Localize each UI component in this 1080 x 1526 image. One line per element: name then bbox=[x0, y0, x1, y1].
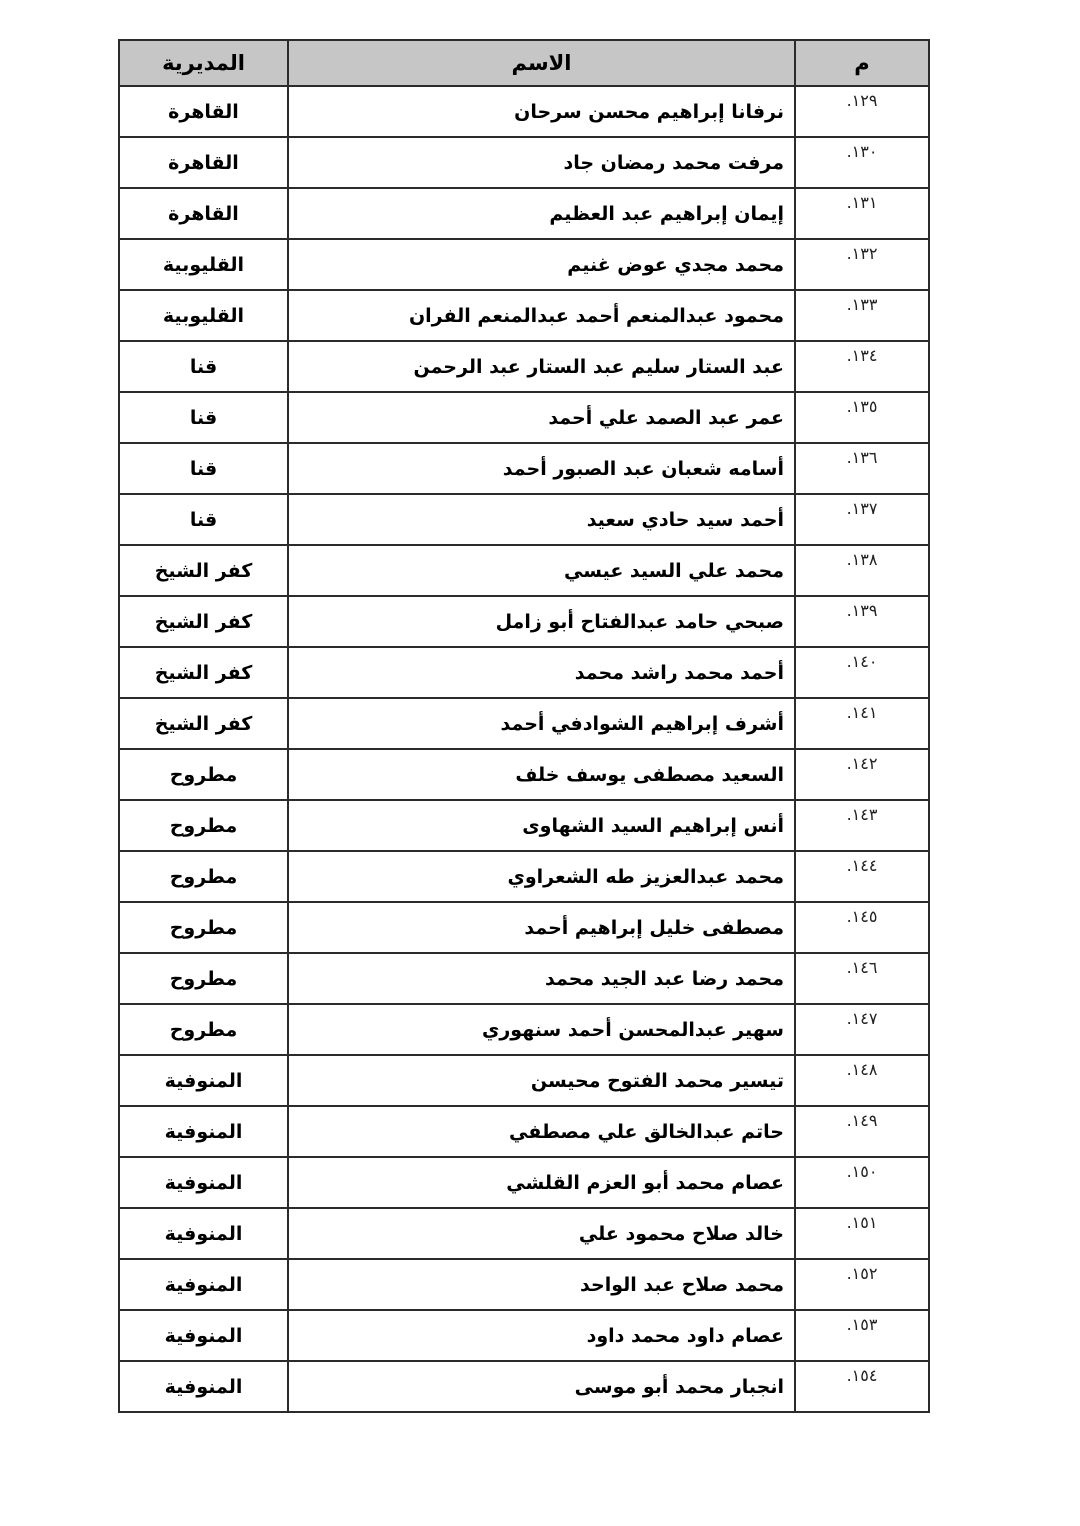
row-number: ١٤٧. bbox=[795, 1004, 929, 1055]
row-directorate: القاهرة bbox=[119, 188, 288, 239]
row-directorate: المنوفية bbox=[119, 1361, 288, 1412]
row-number: ١٥٠. bbox=[795, 1157, 929, 1208]
row-directorate: المنوفية bbox=[119, 1157, 288, 1208]
row-number: ١٣٧. bbox=[795, 494, 929, 545]
row-directorate: المنوفية bbox=[119, 1208, 288, 1259]
row-directorate: كفر الشيخ bbox=[119, 545, 288, 596]
row-name: عمر عبد الصمد علي أحمد bbox=[288, 392, 795, 443]
table-row bbox=[119, 392, 929, 443]
row-name: مصطفى خليل إبراهيم أحمد bbox=[288, 902, 795, 953]
roster-table bbox=[118, 39, 930, 1413]
row-name: محمد صلاح عبد الواحد bbox=[288, 1259, 795, 1310]
row-number: ١٤٢. bbox=[795, 749, 929, 800]
row-number: ١٤٩. bbox=[795, 1106, 929, 1157]
row-directorate: كفر الشيخ bbox=[119, 647, 288, 698]
row-directorate: القاهرة bbox=[119, 86, 288, 137]
row-directorate: قنا bbox=[119, 443, 288, 494]
table-row bbox=[119, 1259, 929, 1310]
row-name: أشرف إبراهيم الشوادفي أحمد bbox=[288, 698, 795, 749]
table-row bbox=[119, 1361, 929, 1412]
header-directorate: المديرية bbox=[119, 40, 288, 86]
row-name: عصام محمد أبو العزم القلشي bbox=[288, 1157, 795, 1208]
row-directorate: المنوفية bbox=[119, 1310, 288, 1361]
row-number: ١٤٠. bbox=[795, 647, 929, 698]
row-number: ١٣٠. bbox=[795, 137, 929, 188]
row-name: عبد الستار سليم عبد الستار عبد الرحمن bbox=[288, 341, 795, 392]
header-number: م bbox=[795, 40, 929, 86]
row-directorate: مطروح bbox=[119, 953, 288, 1004]
row-number: ١٣٦. bbox=[795, 443, 929, 494]
row-name: محمود عبدالمنعم أحمد عبدالمنعم الفران bbox=[288, 290, 795, 341]
table-row bbox=[119, 137, 929, 188]
table-row bbox=[119, 1055, 929, 1106]
row-number: ١٥٢. bbox=[795, 1259, 929, 1310]
row-directorate: القاهرة bbox=[119, 137, 288, 188]
row-name: أحمد محمد راشد محمد bbox=[288, 647, 795, 698]
row-name: محمد علي السيد عيسي bbox=[288, 545, 795, 596]
row-name: السعيد مصطفى يوسف خلف bbox=[288, 749, 795, 800]
row-number: ١٣٣. bbox=[795, 290, 929, 341]
row-number: ١٤٦. bbox=[795, 953, 929, 1004]
row-number: ١٣٢. bbox=[795, 239, 929, 290]
row-directorate: مطروح bbox=[119, 749, 288, 800]
row-number: ١٣١. bbox=[795, 188, 929, 239]
row-directorate: مطروح bbox=[119, 851, 288, 902]
table-row bbox=[119, 1106, 929, 1157]
row-name: خالد صلاح محمود علي bbox=[288, 1208, 795, 1259]
row-name: أسامه شعبان عبد الصبور أحمد bbox=[288, 443, 795, 494]
table-row bbox=[119, 341, 929, 392]
row-directorate: قنا bbox=[119, 341, 288, 392]
row-directorate: القليوبية bbox=[119, 290, 288, 341]
row-number: ١٣٨. bbox=[795, 545, 929, 596]
table-row bbox=[119, 800, 929, 851]
row-directorate: مطروح bbox=[119, 800, 288, 851]
row-directorate: المنوفية bbox=[119, 1055, 288, 1106]
row-number: ١٥٣. bbox=[795, 1310, 929, 1361]
table-row bbox=[119, 443, 929, 494]
table-row bbox=[119, 86, 929, 137]
row-number: ١٥١. bbox=[795, 1208, 929, 1259]
row-name: عصام داود محمد داود bbox=[288, 1310, 795, 1361]
row-directorate: كفر الشيخ bbox=[119, 698, 288, 749]
row-directorate: مطروح bbox=[119, 902, 288, 953]
table-row bbox=[119, 596, 929, 647]
table-row bbox=[119, 188, 929, 239]
table-header bbox=[119, 40, 929, 86]
table-row bbox=[119, 1310, 929, 1361]
row-number: ١٢٩. bbox=[795, 86, 929, 137]
table-row bbox=[119, 902, 929, 953]
row-name: محمد عبدالعزيز طه الشعراوي bbox=[288, 851, 795, 902]
table-row bbox=[119, 239, 929, 290]
table-row bbox=[119, 749, 929, 800]
table-row bbox=[119, 953, 929, 1004]
table-row bbox=[119, 545, 929, 596]
header-row bbox=[119, 40, 929, 86]
table-row bbox=[119, 290, 929, 341]
row-number: ١٤٨. bbox=[795, 1055, 929, 1106]
row-number: ١٤٣. bbox=[795, 800, 929, 851]
row-number: ١٤٥. bbox=[795, 902, 929, 953]
table-row bbox=[119, 494, 929, 545]
row-name: صبحي حامد عبدالفتاح أبو زامل bbox=[288, 596, 795, 647]
table-row bbox=[119, 1208, 929, 1259]
row-name: حاتم عبدالخالق علي مصطفي bbox=[288, 1106, 795, 1157]
row-directorate: قنا bbox=[119, 494, 288, 545]
row-name: أنس إبراهيم السيد الشهاوى bbox=[288, 800, 795, 851]
row-name: إيمان إبراهيم عبد العظيم bbox=[288, 188, 795, 239]
row-name: انجبار محمد أبو موسى bbox=[288, 1361, 795, 1412]
row-directorate: مطروح bbox=[119, 1004, 288, 1055]
row-name: محمد مجدي عوض غنيم bbox=[288, 239, 795, 290]
table-body bbox=[119, 86, 929, 1412]
row-number: ١٤٤. bbox=[795, 851, 929, 902]
row-directorate: المنوفية bbox=[119, 1106, 288, 1157]
row-number: ١٣٩. bbox=[795, 596, 929, 647]
row-name: محمد رضا عبد الجيد محمد bbox=[288, 953, 795, 1004]
row-name: مرفت محمد رمضان جاد bbox=[288, 137, 795, 188]
table-row bbox=[119, 1157, 929, 1208]
row-directorate: المنوفية bbox=[119, 1259, 288, 1310]
row-directorate: قنا bbox=[119, 392, 288, 443]
table-row bbox=[119, 698, 929, 749]
header-name: الاسم bbox=[288, 40, 795, 86]
row-directorate: كفر الشيخ bbox=[119, 596, 288, 647]
row-directorate: القليوبية bbox=[119, 239, 288, 290]
row-number: ١٣٤. bbox=[795, 341, 929, 392]
table-row bbox=[119, 1004, 929, 1055]
row-name: نرفانا إبراهيم محسن سرحان bbox=[288, 86, 795, 137]
table-row bbox=[119, 851, 929, 902]
row-name: أحمد سيد حادي سعيد bbox=[288, 494, 795, 545]
row-number: ١٤١. bbox=[795, 698, 929, 749]
table-row bbox=[119, 647, 929, 698]
row-number: ١٥٤. bbox=[795, 1361, 929, 1412]
row-name: تيسير محمد الفتوح محيسن bbox=[288, 1055, 795, 1106]
row-number: ١٣٥. bbox=[795, 392, 929, 443]
row-name: سهير عبدالمحسن أحمد سنهوري bbox=[288, 1004, 795, 1055]
